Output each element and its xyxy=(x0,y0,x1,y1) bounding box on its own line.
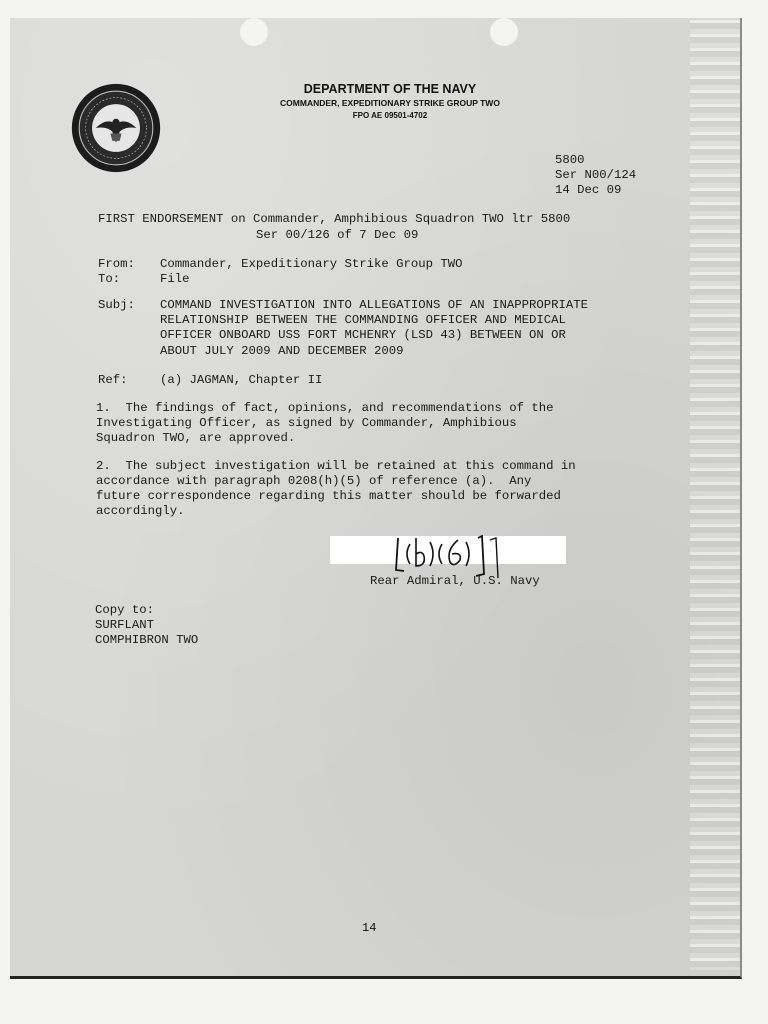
punch-hole xyxy=(490,18,518,46)
letterhead-command: COMMANDER, EXPEDITIONARY STRIKE GROUP TWO xyxy=(280,98,500,108)
paragraph-2-line: accordance with paragraph 0208(h)(5) of reference (a). Any xyxy=(96,474,532,488)
paragraph-2-line: future correspondence regarding this matter should be forwarded xyxy=(96,489,561,503)
ssic: 5800 xyxy=(555,153,585,167)
copy-to-item: SURFLANT xyxy=(95,618,155,632)
paragraph-1-line: Investigating Officer, as signed by Commander, Amphibious xyxy=(96,416,517,430)
endorsement-line-2: Ser 00/126 of 7 Dec 09 xyxy=(256,228,419,242)
from-value: Commander, Expeditionary Strike Group TWO xyxy=(160,257,463,271)
signature-title: Rear Admiral, U.S. Navy xyxy=(370,574,540,588)
punch-hole xyxy=(240,18,268,46)
to-label: To: xyxy=(98,272,121,286)
reference-value: (a) JAGMAN, Chapter II xyxy=(160,373,323,387)
paragraph-1-line: 1. The findings of fact, opinions, and recommendations of the xyxy=(96,401,554,415)
letter-date: 14 Dec 09 xyxy=(555,183,622,197)
paragraph-2-line: 2. The subject investigation will be retained at this command in xyxy=(96,459,576,473)
subject-line: ABOUT JULY 2009 AND DECEMBER 2009 xyxy=(160,344,404,358)
letterhead-org: DEPARTMENT OF THE NAVY xyxy=(303,82,477,96)
to-value: File xyxy=(160,272,190,286)
dod-seal-icon xyxy=(70,82,162,174)
paragraph-2-line: accordingly. xyxy=(96,504,185,518)
reference-label: Ref: xyxy=(98,373,128,387)
paragraph-1-line: Squadron TWO, are approved. xyxy=(96,431,296,445)
serial-number: Ser N00/124 xyxy=(555,168,637,182)
letterhead-address: FPO AE 09501-4702 xyxy=(352,111,428,120)
scan-edge-artifact xyxy=(690,20,740,970)
from-label: From: xyxy=(98,257,135,271)
endorsement-line-1: FIRST ENDORSEMENT on Commander, Amphibious Squadron TWO ltr 5800 xyxy=(98,212,571,226)
subject-line: COMMAND INVESTIGATION INTO ALLEGATIONS OF AN INAPPROPRIATE xyxy=(160,298,589,312)
subject-line: OFFICER ONBOARD USS FORT MCHENRY (LSD 43) BETWEEN ON OR xyxy=(160,328,566,342)
subject-label: Subj: xyxy=(98,298,135,312)
page-number: 14 xyxy=(362,921,377,935)
copy-to-item: COMPHIBRON TWO xyxy=(95,633,199,647)
subject-line: RELATIONSHIP BETWEEN THE COMMANDING OFFICER AND MEDICAL xyxy=(160,313,566,327)
copy-to-label: Copy to: xyxy=(95,603,155,617)
